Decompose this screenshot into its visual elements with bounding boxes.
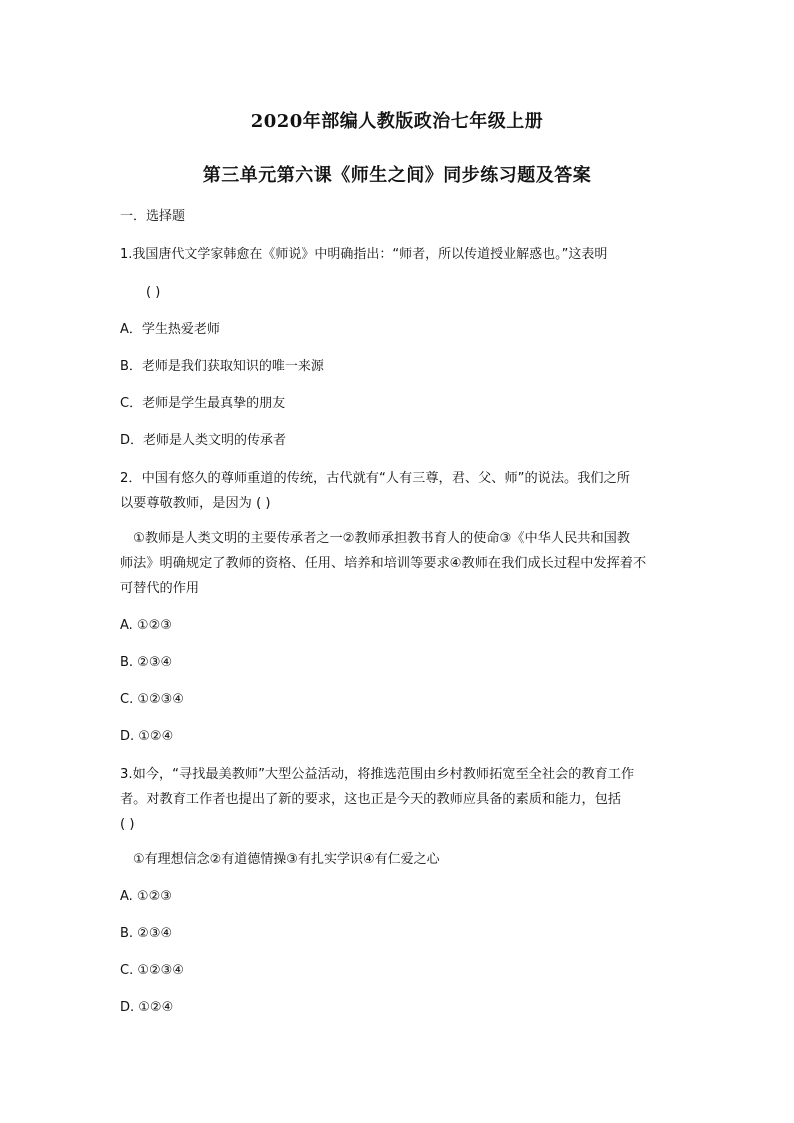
answer-blank: ( ) [120,817,135,832]
statement-line: ①教师是人类文明的主要传承者之一②教师承担教书育人的使命③《中华人民共和国教 [133,531,631,546]
question-stem-line: 2．中国有悠久的尊师重道的传统，古代就有“人有三尊，君、父、师”的说法。我们之所 [120,471,630,486]
question-stem-line: 1.我国唐代文学家韩愈在《师说》中明确指出：“师者，所以传道授业解惑也。”这表明 [120,247,608,262]
option-c: C．老师是学生最真挚的朋友 [120,396,286,411]
statement-line: 师法》明确规定了教师的资格、任用、培养和培训等要求④教师在我们成长过程中发挥着不 [120,556,647,571]
option-b: B．老师是我们获取知识的唯一来源 [120,359,324,374]
option-a: A．学生热爱老师 [120,322,220,337]
statement-line: ①有理想信念②有道德情操③有扎实学识④有仁爱之心 [133,852,440,867]
option-d: D．老师是人类文明的传承者 [120,433,287,448]
option-b: B. ②③④ [120,926,173,941]
question-stem-line: 3.如今，“寻找最美教师”大型公益活动，将推选范围由乡村教师拓宽至全社会的教育工作 [120,767,635,782]
option-b: B. ②③④ [120,655,173,670]
section-heading: 一．选择题 [120,209,186,224]
statement-line: 可替代的作用 [120,581,200,596]
answer-blank: ( ) [146,285,161,300]
question-stem-line: 以要尊敬教师，是因为 ( ) [120,496,271,511]
option-d: D. ①②④ [120,729,174,744]
option-d: D. ①②④ [120,1000,174,1015]
document-title: 2020年部编人教版政治七年级上册 [250,111,544,132]
option-c: C. ①②③④ [120,692,184,707]
option-a: A. ①②③ [120,618,172,633]
document-subtitle: 第三单元第六课《师生之间》同步练习题及答案 [202,165,592,186]
question-stem-line: 者。对教育工作者也提出了新的要求，这也正是今天的教师应具备的素质和能力，包括 [120,792,622,807]
option-c: C. ①②③④ [120,963,184,978]
option-a: A. ①②③ [120,889,172,904]
